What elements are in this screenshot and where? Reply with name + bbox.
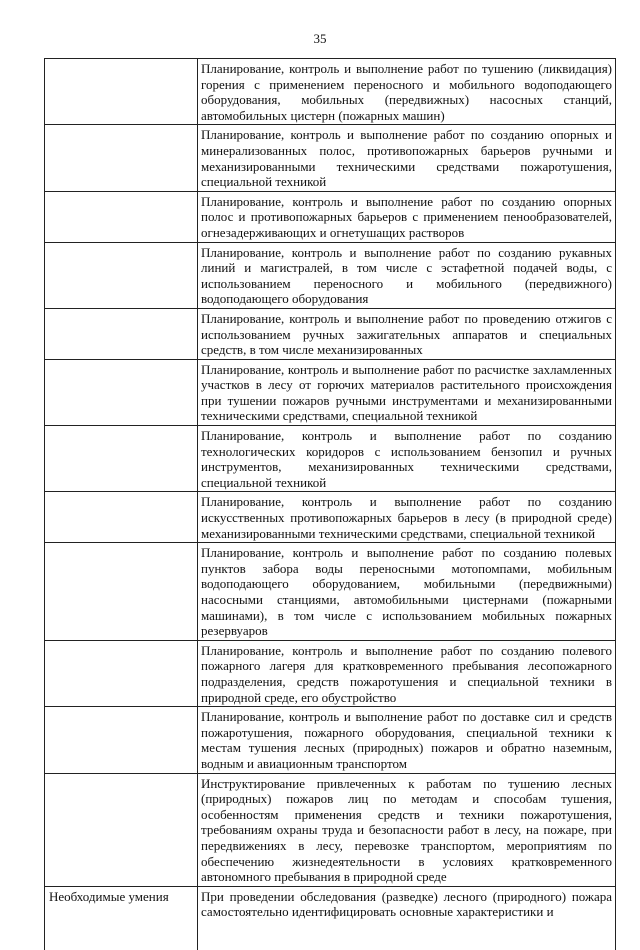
row-label-cell — [45, 640, 198, 706]
table-row — [45, 242, 616, 308]
row-description-cell: Планирование, контроль и выполнение работ по созданию технологических коридоров с использованием бензопил и ручных инструментов, механизированных техническими средствами, специальной техникой — [198, 426, 616, 492]
row-label-cell — [45, 191, 198, 242]
row-label-cell — [45, 707, 198, 773]
table-row — [45, 59, 616, 125]
table-row — [45, 543, 616, 641]
page-number: 35 — [313, 31, 327, 46]
row-description-cell: Планирование, контроль и выполнение работ по созданию опорных и минерализованных полос, противопожарных барьеров ручными и механизированными техническими средствами пожаротушения, специальной техникой — [198, 125, 616, 191]
row-label-cell — [45, 426, 198, 492]
row-label-cell — [45, 59, 198, 125]
row-label-cell — [45, 359, 198, 425]
table-row — [45, 125, 616, 191]
table-row — [45, 426, 616, 492]
table-row — [45, 773, 616, 886]
row-label-cell — [45, 543, 198, 641]
row-label-cell — [45, 125, 198, 191]
row-label-cell — [45, 773, 198, 886]
table-row — [45, 886, 616, 950]
row-description-cell: Планирование, контроль и выполнение работ по доставке сил и средств пожаротушения, пожарного оборудования, специальной техники к местам тушения лесных (природных) пожаров и обратно наземным, водным и авиационным транспортом — [198, 707, 616, 773]
row-description-cell: При проведении обследования (разведке) лесного (природного) пожара самостоятельно идентифицировать основные характеристики и — [198, 886, 616, 950]
row-description-cell: Планирование, контроль и выполнение работ по созданию опорных полос и противопожарных барьеров с применением пенообразователей, огнезадерживающих и огнетушащих растворов — [198, 191, 616, 242]
table-row — [45, 359, 616, 425]
row-description-cell: Планирование, контроль и выполнение работ по созданию искусственных противопожарных барьеров в лесу (в природной среде) механизированными техническими средствами, специальной техникой — [198, 492, 616, 543]
row-description-cell: Планирование, контроль и выполнение работ по созданию рукавных линий и магистралей, в том числе с эстафетной подачей воды, с использованием переносного и мобильного (передвижного) водоподающего оборудования — [198, 242, 616, 308]
row-label-cell — [45, 308, 198, 359]
row-description-cell: Планирование, контроль и выполнение работ по созданию полевых пунктов забора воды переносными мотопомпами, мобильным водоподающего оборудованием, мобильными (передвижными) насосными станциями, автомобильными цистернами (пожарными машинами), в том числе с использованием мобильных пожарных резервуаров — [198, 543, 616, 641]
table-row — [45, 191, 616, 242]
table-row — [45, 707, 616, 773]
row-description-cell: Планирование, контроль и выполнение работ по проведению отжигов с использованием ручных зажигательных аппаратов и специальных средств, в том числе механизированных — [198, 308, 616, 359]
qualification-table — [44, 58, 616, 950]
row-description-cell: Планирование, контроль и выполнение работ по расчистке захламленных участков в лесу от горючих материалов растительного происхождения при тушении пожаров ручными инструментами и механизированными техническими средствами, специальной техникой — [198, 359, 616, 425]
row-description-cell: Планирование, контроль и выполнение работ по созданию полевого пожарного лагеря для кратковременного пребывания лесопожарного подразделения, средств пожаротушения и специальной техники в природной среде, его обустройство — [198, 640, 616, 706]
row-description-cell: Инструктирование привлеченных к работам по тушению лесных (природных) пожаров лиц по методам и способам тушения, особенностям применения средств и техники пожаротушения, требованиям охраны труда и безопасности работ в лесу, на пожаре, при передвижениях в лесу, перевозке транспортом, мероприятиям по обеспечению жизнедеятельности в условиях кратковременного автономного пребывания в природной среде — [198, 773, 616, 886]
row-description-cell: Планирование, контроль и выполнение работ по тушению (ликвидация) горения с применением переносного и мобильного водоподающего оборудования, мобильных (передвижных) насосных станций, автомобильных цистерн (пожарных машин) — [198, 59, 616, 125]
table-row — [45, 640, 616, 706]
row-label-cell — [45, 492, 198, 543]
row-label-cell — [45, 242, 198, 308]
table-row — [45, 308, 616, 359]
table-row — [45, 492, 616, 543]
row-label-cell: Необходимые умения — [45, 886, 198, 950]
